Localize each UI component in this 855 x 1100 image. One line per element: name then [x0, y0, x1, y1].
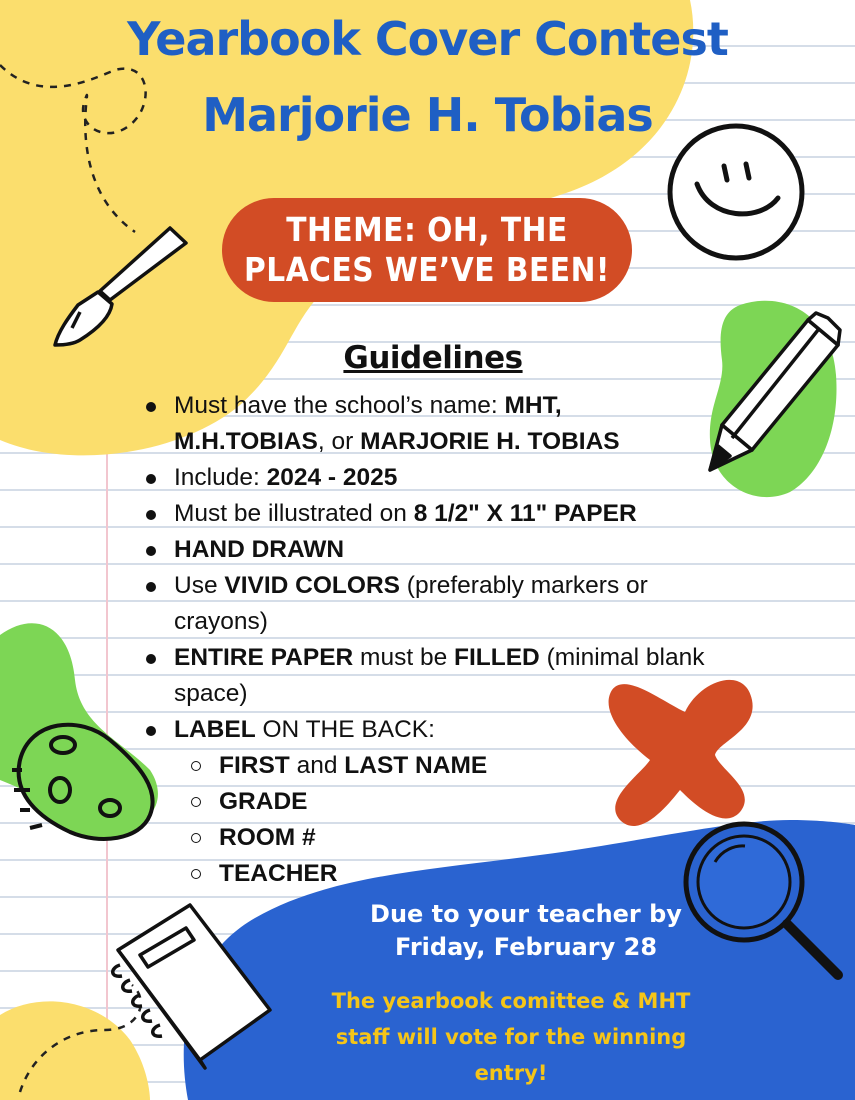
bullet-dot: [146, 726, 156, 736]
guidelines-list: [174, 388, 734, 892]
sub-list-item: ROOM #: [219, 820, 734, 856]
sub-list-item: TEACHER: [219, 856, 734, 892]
bullet-dot: [146, 510, 156, 520]
voting-notice: The yearbook comittee & MHT staff will vote for the winning entry!: [331, 989, 691, 1085]
theme-banner: [222, 198, 632, 302]
due-date-notice: Due to your teacher by Friday, February 28: [370, 900, 682, 961]
theme-line-1: THEME: OH, THE: [286, 210, 568, 249]
list-item: Include: 2024 - 2025: [174, 460, 734, 496]
contest-title: Yearbook Cover Contest: [127, 12, 728, 66]
bullet-dot: [146, 546, 156, 556]
list-item: LABEL ON THE BACK:: [174, 712, 734, 748]
sub-list-item: FIRST and LAST NAME: [219, 748, 734, 784]
list-item: ENTIRE PAPER must be FILLED (minimal blank space): [174, 640, 734, 712]
guidelines-heading: Guidelines: [343, 340, 523, 376]
bullet-dot: [146, 654, 156, 664]
school-name-title: Marjorie H. Tobias: [202, 88, 653, 142]
circle-bullet-icon: [191, 761, 201, 771]
eraser-shape-icon: [12, 725, 153, 839]
bullet-dot: [146, 474, 156, 484]
circle-bullet-icon: [191, 833, 201, 843]
circle-bullet-icon: [191, 869, 201, 879]
list-item: Must be illustrated on 8 1/2" X 11" PAPER: [174, 496, 734, 532]
bullet-dot: [146, 582, 156, 592]
circle-bullet-icon: [191, 797, 201, 807]
list-item: HAND DRAWN: [174, 532, 734, 568]
list-item: Use VIVID COLORS (preferably markers or crayons): [174, 568, 734, 640]
bullet-dot: [146, 402, 156, 412]
yellow-blob-bottom: [0, 1001, 150, 1100]
list-item: Must have the school’s name: MHT, M.H.TOBIAS, or MARJORIE H. TOBIAS: [174, 388, 734, 460]
sub-list-item: GRADE: [219, 784, 734, 820]
theme-line-2: PLACES WE’VE BEEN!: [244, 250, 610, 289]
